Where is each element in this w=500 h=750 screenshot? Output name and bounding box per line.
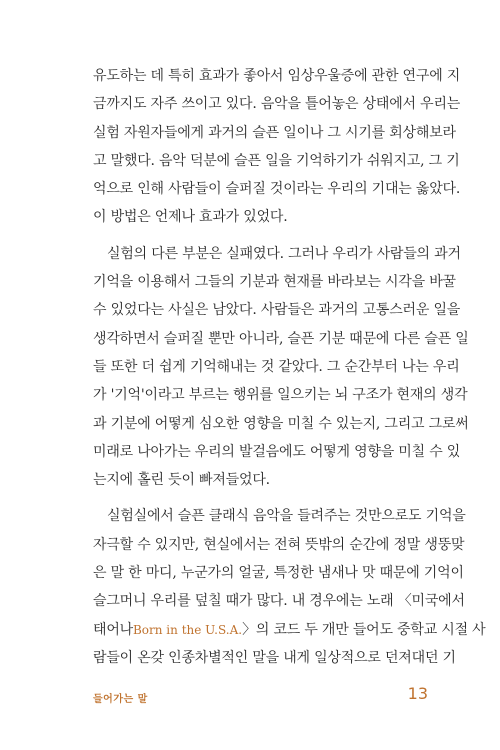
- text-segment: 〉의 코드 두 개만 들어도 중학교 시절 사: [242, 621, 486, 638]
- running-footer-section-title: 들어가는 말: [93, 694, 148, 705]
- text-line: 실험의 다른 부분은 실패였다. 그러나 우리가 사람들의 과거: [107, 245, 461, 262]
- text-line: 실험실에서 슬픈 클래식 음악을 들려주는 것만으로도 기억을: [107, 508, 466, 525]
- text-line: 과 기분에 어떻게 심오한 영향을 미칠 수 있는지, 그리고 그로써: [93, 415, 469, 432]
- body-text: [93, 62, 486, 672]
- text-line: 가 '기억'이라고 부르는 행위를 일으키는 뇌 구조가 현재의 생각: [93, 387, 468, 404]
- text-line: 은 말 한 마디, 누군가의 얼굴, 특정한 냄새나 맛 때문에 기억이: [93, 565, 464, 582]
- text-line: 고 말했다. 음악 덕분에 슬픈 일을 기억하기가 쉬워지고, 그 기: [93, 152, 460, 169]
- text-line: 기억을 이용해서 그들의 기분과 현재를 바라보는 시각을 바꿀: [93, 274, 456, 291]
- paragraph-gap: [93, 494, 428, 502]
- song-title-english: Born in the U.S.A.: [132, 622, 243, 637]
- text-line: 유도하는 데 특히 효과가 좋아서 임상우울증에 관한 연구에 지: [93, 68, 461, 84]
- text-line: 금까지도 자주 쓰이고 있다. 음악을 틀어놓은 상태에서 우리는: [93, 96, 461, 113]
- text-line: 이 방법은 언제나 효과가 있었다.: [93, 209, 288, 226]
- text-line: 슬그머니 우리를 덮칠 때가 많다. 내 경우에는 노래 〈미국에서: [93, 593, 465, 610]
- text-line: 억으로 인해 사람들이 슬퍼질 것이라는 우리의 기대는 옳았다.: [93, 181, 461, 198]
- text-line: 실험 자원자들에게 과거의 슬픈 일이나 그 시기를 회상해보라: [93, 124, 456, 141]
- text-line: 자극할 수 있지만, 현실에서는 전혀 뜻밖의 순간에 정말 생뚱맞: [93, 536, 465, 553]
- paragraph-gap: [93, 232, 428, 240]
- text-line-with-title: [93, 616, 486, 644]
- text-line: 람들이 온갖 인종차별적인 말을 내게 일상적으로 던져대던 기: [93, 649, 456, 666]
- text-segment: 태어나: [93, 621, 133, 638]
- text-line: 생각하면서 슬퍼질 뿐만 아니라, 슬픈 기분 때문에 다른 슬픈 일: [93, 330, 469, 347]
- text-line: 들 또한 더 쉽게 기억해내는 것 같았다. 그 순간부터 나는 우리: [93, 358, 460, 375]
- text-line: 는지에 홀린 듯이 빠져들었다.: [93, 472, 270, 489]
- text-line: 미래로 나아가는 우리의 발걸음에도 어떻게 영향을 미칠 수 있: [93, 443, 461, 460]
- text-line: 수 있었다는 사실은 남았다. 사람들은 과거의 고통스러운 일을: [93, 302, 461, 319]
- page-number: 13: [407, 684, 428, 703]
